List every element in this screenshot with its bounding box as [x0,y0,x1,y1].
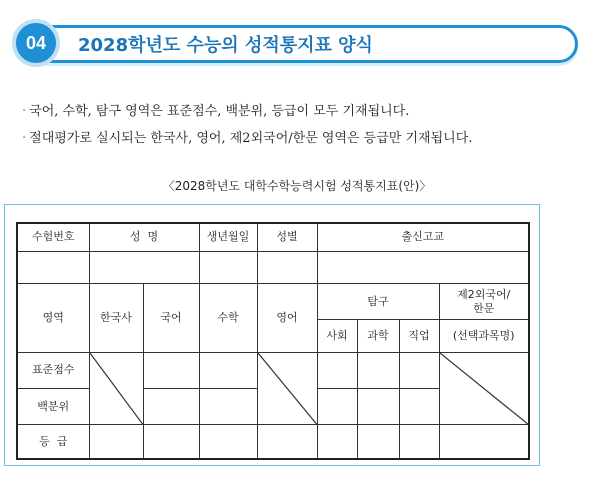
korean-history-grade-cell [89,425,143,459]
vocational-grade-cell [399,425,439,459]
korean-standard-cell [143,352,199,388]
korean-history-na-cell [89,352,143,425]
value-gender [257,251,317,283]
diagonal-slash-icon [258,353,317,425]
english-na-cell [257,352,317,425]
section-number-badge: 04 [12,19,60,67]
subject-korean-history: 한국사 [89,284,143,353]
bullet-item [22,125,472,152]
social-standard-cell [317,352,357,388]
row-standard-score: 표준점수 [17,352,89,388]
row-grade [17,425,89,459]
subject-foreign-selected: (선택과목명) [439,320,529,352]
science-standard-cell [357,352,399,388]
math-standard-cell [199,352,257,388]
header-birth: 생년월일 [199,223,257,251]
vocational-percentile-cell [399,388,439,424]
foreign-line2: 한문 [473,301,495,315]
subject-social: 사회 [317,320,357,352]
row-grade-label: 등 급 [39,434,68,448]
value-birth [199,251,257,283]
social-grade-cell [317,425,357,459]
bullet-dot-icon: · [22,104,27,119]
math-percentile-cell [199,388,257,424]
math-grade-cell [199,425,257,459]
bullet-dot-icon: · [22,131,27,146]
subject-korean: 국어 [143,284,199,353]
bullet-text: 절대평가로 실시되는 한국사, 영어, 제2외국어/한문 영역은 등급만 기재됩니다. [29,131,473,146]
header-gender: 성별 [257,223,317,251]
value-school [317,251,529,283]
header-exam-number: 수험번호 [17,223,89,251]
foreign-line1: 제2외국어/ [457,287,511,301]
area-label: 영역 [17,284,89,353]
subject-english: 영어 [257,284,317,353]
table-caption: 〈2028학년도 대학수학능력시험 성적통지표(안)〉 [162,179,432,193]
science-percentile-cell [357,388,399,424]
subject-math: 수학 [199,284,257,353]
subject-vocational: 직업 [399,320,439,352]
header-name-label: 성 명 [129,230,159,244]
diagonal-slash-icon [440,353,529,425]
value-exam-number [17,251,89,283]
foreign-grade-cell [439,425,529,459]
science-grade-cell [357,425,399,459]
header-name [89,223,199,251]
header-school: 출신고교 [317,223,529,251]
social-percentile-cell [317,388,357,424]
score-report-table [16,222,530,460]
row-percentile: 백분위 [17,388,89,424]
subject-foreign-language [439,284,529,320]
vocational-standard-cell [399,352,439,388]
english-grade-cell [257,425,317,459]
korean-percentile-cell [143,388,199,424]
section-title: 2028학년도 수능의 성적통지표 양식 [78,35,373,56]
value-name [89,251,199,283]
bullet-item [22,98,472,125]
bullet-text: 국어, 수학, 탐구 영역은 표준점수, 백분위, 등급이 모두 기재됩니다. [29,104,410,119]
subject-science: 과학 [357,320,399,352]
bullet-list [22,98,472,152]
foreign-na-cell [439,352,529,425]
subject-inquiry: 탐구 [317,284,439,320]
korean-grade-cell [143,425,199,459]
diagonal-slash-icon [90,353,143,425]
